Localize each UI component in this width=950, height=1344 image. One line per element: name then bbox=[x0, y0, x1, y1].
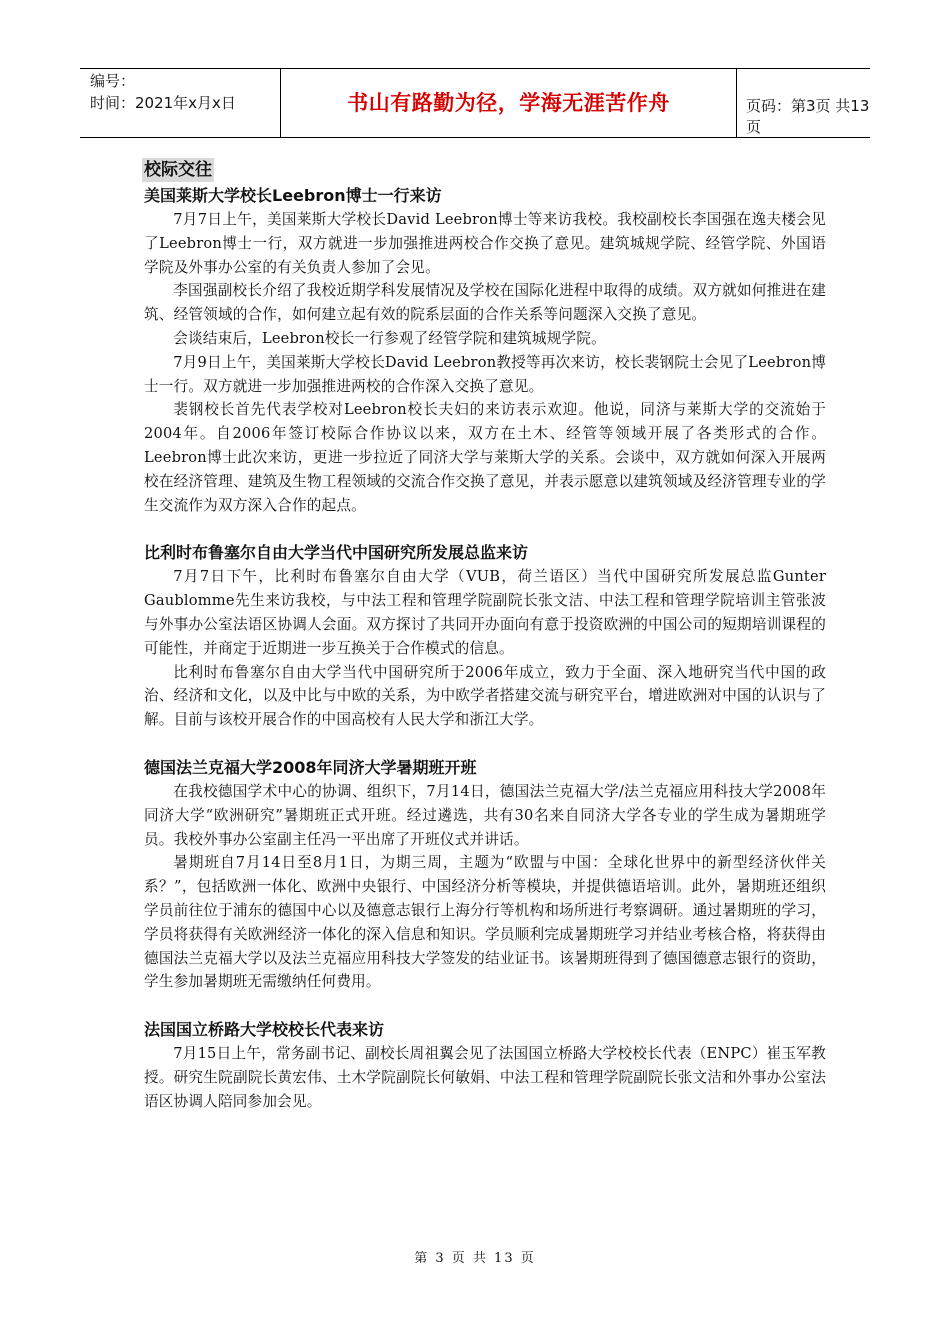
article-paragraph: 7月7日下午，比利时布鲁塞尔自由大学（VUB，荷兰语区）当代中国研究所发展总监Gunter Gaublomme先生来访我校，与中法工程和管理学院副院长张文洁、中法工程和管理学院培训主管张波与外事办公室法语区协调人会面。双方探讨了共同开办面向有意于投资欧洲的中国公司的短期培训课程的可能性，并商定于近期进一步互换关于合作模式的信息。 bbox=[144, 568, 826, 657]
article-frankfurt-summer bbox=[144, 756, 826, 994]
document-body bbox=[144, 158, 826, 1114]
page-footer: 第 3 页 共 13 页 bbox=[414, 1251, 536, 1266]
article-paragraph: 裴钢校长首先代表学校对Leebron校长夫妇的来访表示欢迎。他说，同济与莱斯大学的交流始于2004年。自2006年签订校际合作协议以来，双方在土木、经管等领域开展了各类形式的合作。Leebron博士此次来访，更进一步拉近了同济大学与莱斯大学的关系。会谈中，双方就如何深入开展两校在经济管理、建筑及生物工程领域的交流合作交换了意见，并表示愿意以建筑领域及经济管理专业的学生交流作为双方深入合作的起点。 bbox=[144, 401, 826, 514]
article-paragraph: 李国强副校长介绍了我校近期学科发展情况及学校在国际化进程中取得的成绩。双方就如何推进在建筑、经管领域的合作，如何建立起有效的院系层面的合作关系等问题深入交换了意见。 bbox=[144, 282, 826, 324]
document-number-label: 编号： bbox=[90, 72, 136, 90]
article-heading: 美国莱斯大学校长Leebron博士一行来访 bbox=[144, 186, 442, 205]
article-heading: 比利时布鲁塞尔自由大学当代中国研究所发展总监来访 bbox=[144, 543, 529, 563]
article-enpc-visit bbox=[144, 1018, 826, 1113]
header-page-cell bbox=[736, 69, 870, 137]
header-meta-cell bbox=[80, 69, 280, 137]
article-paragraph: 比利时布鲁塞尔自由大学当代中国研究所于2006年成立，致力于全面、深入地研究当代中国的政治、经济和文化，以及中比与中欧的关系，为中欧学者搭建交流与研究平台，增进欧洲对中国的认识与了解。目前与该校开展合作的中国高校有人民大学和浙江大学。 bbox=[144, 663, 826, 729]
article-paragraph: 会谈结束后，Leebron校长一行参观了经管学院和建筑城规学院。 bbox=[173, 329, 606, 347]
header-motto-cell bbox=[280, 69, 737, 137]
page-header bbox=[80, 68, 870, 138]
article-paragraph: 暑期班自7月14日至8月1日，为期三周，主题为“欧盟与中国：全球化世界中的新型经济伙伴关系？”，包括欧洲一体化、欧洲中央银行、中国经济分析等模块，并提供德语培训。此外，暑期班还组织学员前往位于浦东的德国中心以及德意志银行上海分行等机构和场所进行考察调研。通过暑期班的学习，学员将获得有关欧洲经济一体化的深入信息和知识。学员顺利完成暑期班学习并结业考核合格，将获得由德国法兰克福大学以及法兰克福应用科技大学签发的结业证书。该暑期班得到了德国德意志银行的资助，学生参加暑期班无需缴纳任何费用。 bbox=[144, 854, 826, 991]
article-heading: 德国法兰克福大学2008年同济大学暑期班开班 bbox=[144, 757, 477, 777]
article-paragraph: 7月15日上午，常务副书记、副校长周祖翼会见了法国国立桥路大学校校长代表（ENPC）崔玉军教授。研究生院副院长黄宏伟、土木学院副院长何敏娟、中法工程和管理学院副院长张文洁和外事办公室法语区协调人陪同参加会见。 bbox=[144, 1045, 826, 1110]
article-heading: 法国国立桥路大学校校长代表来访 bbox=[144, 1020, 385, 1040]
header-motto: 书山有路勤为径，学海无涯苦作舟 bbox=[347, 91, 670, 115]
document-time-label: 时间：2021年x月x日 bbox=[90, 94, 236, 112]
header-page-number: 页码：第3页 共13页 bbox=[746, 97, 870, 136]
section-title: 校际交往 bbox=[144, 160, 212, 180]
article-paragraph: 7月7日上午，美国莱斯大学校长David Leebron博士等来访我校。我校副校长李国强在逸夫楼会见了Leebron博士一行，双方就进一步加强推进两校合作交换了意见。建筑城规学院、经管学院、外国语学院及外事办公室的有关负责人参加了会见。 bbox=[144, 211, 826, 276]
article-paragraph: 在我校德国学术中心的协调、组织下，7月14日，德国法兰克福大学/法兰克福应用科技大学2008年同济大学“欧洲研究”暑期班正式开班。经过遴选，共有30名来自同济大学各专业的学生成为暑期班学员。我校外事办公室副主任冯一平出席了开班仪式并讲话。 bbox=[144, 782, 826, 848]
article-vub-visit bbox=[144, 541, 826, 732]
spacer bbox=[144, 517, 826, 541]
article-paragraph: 7月9日上午，美国莱斯大学校长David Leebron教授等再次来访，校长裴钢院士会见了Leebron博士一行。双方就进一步加强推进两校的合作深入交换了意见。 bbox=[144, 353, 826, 395]
spacer bbox=[144, 994, 826, 1018]
spacer bbox=[144, 732, 826, 756]
article-rice-visit bbox=[144, 184, 826, 517]
